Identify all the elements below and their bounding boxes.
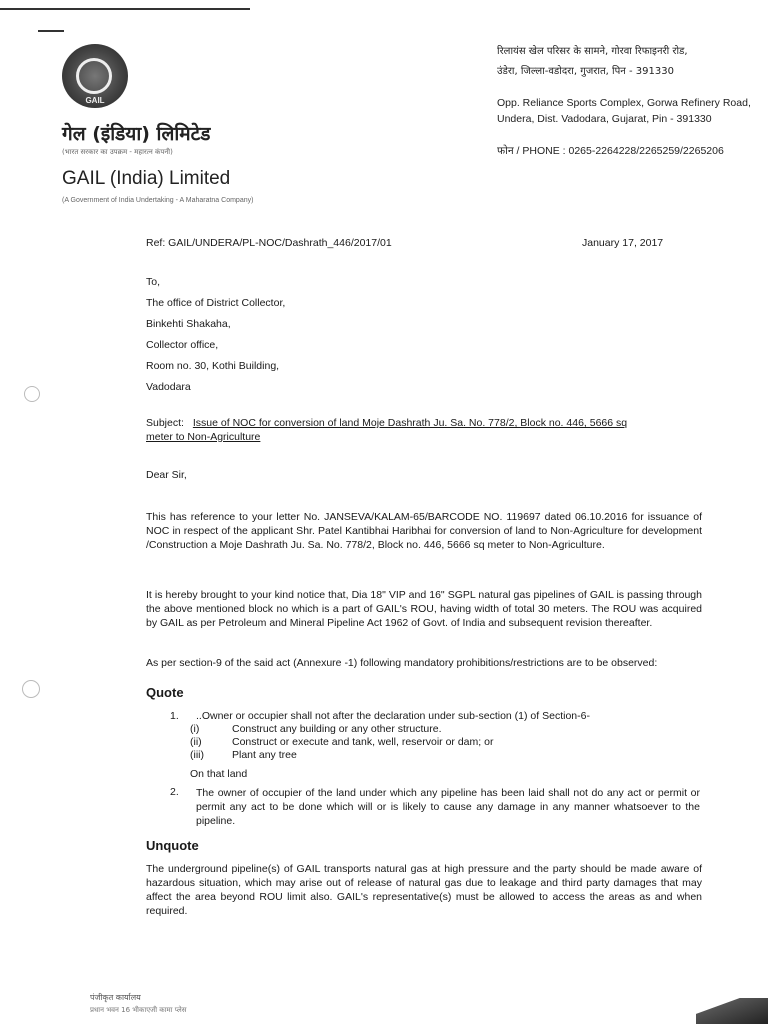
gail-logo [62, 44, 128, 108]
corner-scan-shadow [696, 998, 768, 1024]
sub-list-item: (ii) Construct or execute and tank, well, reservoir or dam; or [190, 736, 494, 748]
company-tagline-english: (A Government of India Undertaking - A Maharatna Company) [62, 197, 254, 204]
paragraph-reference: This has reference to your letter No. JANSEVA/KALAM-65/BARCODE NO. 119697 dated 06.10.2016 for issuance of NOC in respect of the applicant Shr. Patel Kantibhai Haribhai for conversion of land to Non-Agriculture for development /Construction a Moje Dashrath Ju. Sa. No. 778/2, Block no. 446, 5666 sq meter to Non-Agriculture. [146, 511, 702, 551]
company-name-english: GAIL (India) Limited [62, 168, 231, 189]
unquote-heading: Unquote [146, 838, 199, 853]
recipient-address [146, 276, 285, 402]
address-hindi-line2: उंडेरा, जिल्ला-वडोदरा, गुजरात, पिन - 391330 [497, 66, 674, 77]
logo-text-bottom: GAIL [85, 96, 105, 105]
company-name-hindi: गेल (इंडिया) लिमिटेड [62, 123, 211, 145]
sub-list [190, 723, 700, 762]
subject-block [146, 416, 706, 444]
footer-registered-office: पंजीकृत कार्यालय [90, 993, 141, 1002]
company-tagline-hindi: (भारत सरकार का उपक्रम - महारत्न कंपनी) [62, 148, 173, 156]
reference-number: Ref: GAIL/UNDERA/PL-NOC/Dashrath_446/2017/01 [146, 237, 392, 249]
recipient-line: To, [146, 276, 161, 288]
letter-date: January 17, 2017 [582, 237, 664, 249]
address-hindi-line1: रिलायंस खेल परिसर के सामने, गोरवा रिफाइनरी रोड, [497, 46, 688, 57]
paragraph-section-9: As per section-9 of the said act (Annexure -1) following mandatory prohibitions/restrictions are to be observed: [146, 657, 658, 669]
recipient-line: Collector office, [146, 339, 219, 351]
list-number: 2. [170, 786, 179, 798]
subject-label: Subject: [146, 417, 184, 429]
margin-punch-mark [22, 680, 40, 698]
subject-text: Issue of NOC for conversion of land Moje Dashrath Ju. Sa. No. 778/2, Block no. 446, 5666 sq [192, 417, 628, 429]
paragraph-pipeline-notice: It is hereby brought to your kind notice that, Dia 18" VIP and 16" SGPL natural gas pipelines of GAIL is passing through the above mentioned block no which is a part of GAIL's ROU, having width of total 30 meters. The ROU was acquired by GAIL as per Petroleum and Mineral Pipeline Act 1962 of Govt. of India and subsequent revision thereafter. [146, 589, 702, 629]
address-english-line1: Opp. Reliance Sports Complex, Gorwa Refinery Road, [497, 97, 751, 109]
sub-list-item: (i) Construct any building or any other structure. [190, 723, 442, 735]
sub-list-item: (iii) Plant any tree [190, 749, 297, 761]
phone-line: फोन / PHONE : 0265-2264228/2265259/2265206 [497, 145, 724, 157]
quote-list [170, 710, 700, 828]
address-english-line2: Undera, Dist. Vadodara, Gujarat, Pin - 391330 [497, 113, 712, 125]
recipient-line: Binkehti Shakaha, [146, 318, 231, 330]
recipient-line: Vadodara [146, 381, 191, 393]
recipient-line: The office of District Collector, [146, 297, 286, 309]
margin-punch-mark [24, 386, 40, 402]
closing-paragraph: The underground pipeline(s) of GAIL transports natural gas at high pressure and the party should be made aware of hazardous situation, which may arise out of release of natural gas due to leakage and third party damages that may affect the area beyond ROU limit also. GAIL's representative(s) must be allowed to access the areas as and when required. [146, 863, 702, 917]
logo-ring [76, 58, 112, 94]
recipient-line: Room no. 30, Kothi Building, [146, 360, 280, 372]
scan-dash [38, 30, 64, 32]
subject-text-line2: meter to Non-Agriculture [146, 431, 261, 443]
footer-address: प्रधान भवन 16 भीकाएजी कामा प्लेस [90, 1006, 187, 1014]
scan-edge-line [0, 8, 250, 10]
quote-heading: Quote [146, 685, 184, 700]
list-item-text: ..Owner or occupier shall not after the declaration under sub-section (1) of Section-6- [196, 710, 590, 722]
list-number: 1. [170, 710, 179, 722]
salutation: Dear Sir, [146, 469, 187, 481]
on-that-land: On that land [190, 768, 248, 780]
list-item-text: The owner of occupier of the land under which any pipeline has been laid shall not do any act or permit or permit any act to be done which will or is likely to cause any damage in any manner whatsoever to the pipeline. [196, 787, 700, 827]
